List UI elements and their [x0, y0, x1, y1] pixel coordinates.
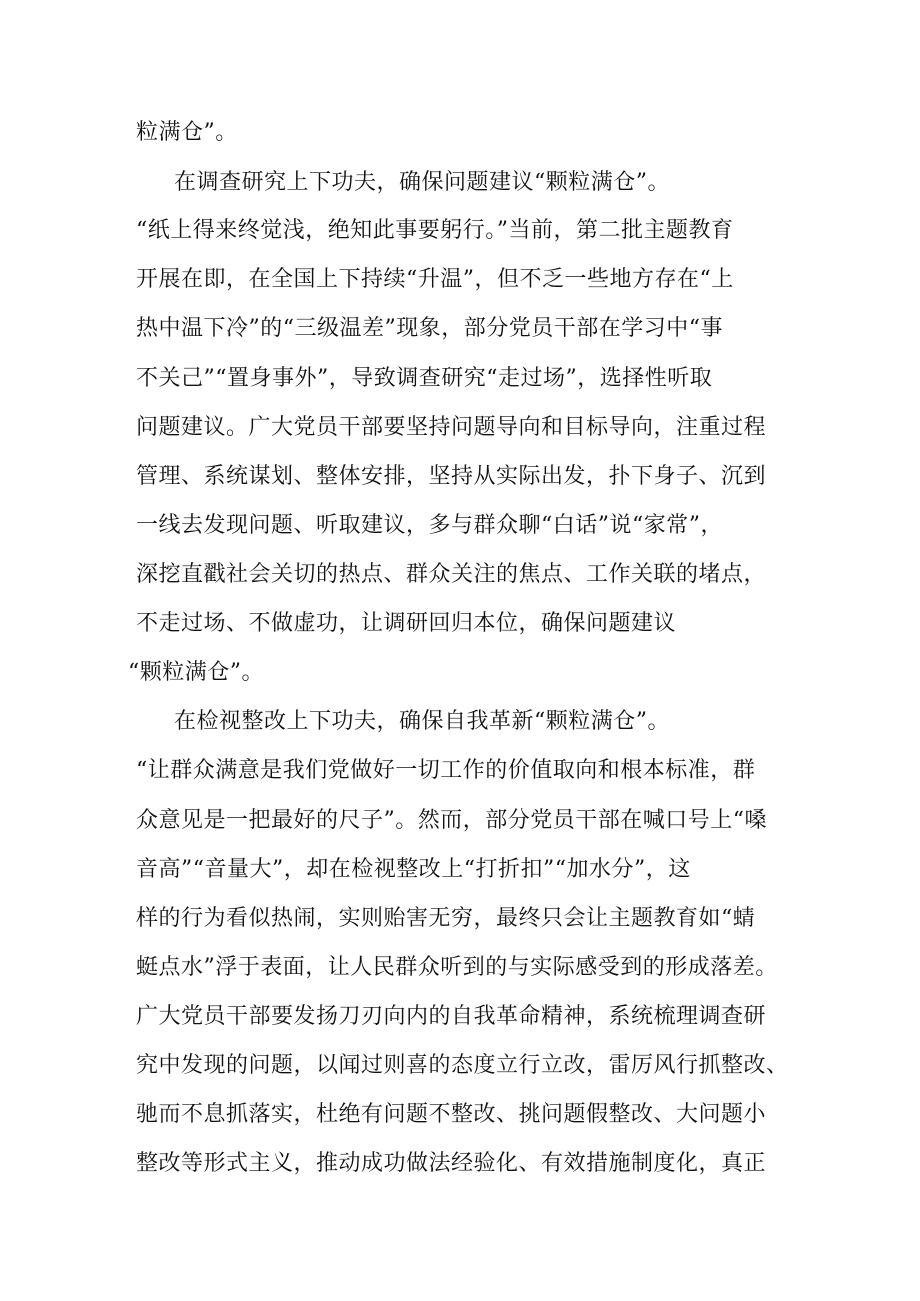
text-line: 深挖直戳社会关切的热点、群众关注的焦点、工作关联的堵点， — [136, 562, 767, 587]
text-line: 不关己”“置身事外”，导致调查研究“走过场”，选择性听取 — [136, 366, 713, 391]
text-line: 整改等形式主义，推动成功做法经验化、有效措施制度化，真正 — [136, 1151, 767, 1176]
text-line: 问题建议。广大党员干部要坚持问题导向和目标导向，注重过程 — [136, 415, 767, 440]
text-line: “颗粒满仓”。 — [128, 660, 264, 685]
text-line: 热中温下冷”的“三级温差”现象，部分党员干部在学习中“事 — [136, 316, 723, 341]
text-line: 蜓点水”浮于表面，让人民群众听到的与实际感受到的形成落差。 — [136, 955, 778, 980]
text-line: “让群众满意是我们党做好一切工作的价值取向和根本标准，群 — [136, 758, 756, 783]
text-line: 究中发现的问题，以闻过则喜的态度立行立改，雷厉风行抓整改、 — [136, 1053, 789, 1078]
text-line: “纸上得来终觉浅，绝知此事要躬行。”当前，第二批主题教育 — [136, 218, 734, 243]
text-line: 众意见是一把最好的尺子”。然而，部分党员干部在喊口号上“嗓 — [136, 808, 767, 833]
text-line: 粒满仓”。 — [136, 120, 238, 145]
text-line: 广大党员干部要发扬刀刃向内的自我革命精神，系统梳理调查研 — [136, 1004, 767, 1029]
text-line: 管理、系统谋划、整体安排，坚持从实际出发，扑下身子、沉到 — [136, 464, 767, 489]
text-line: 一线去发现问题、听取建议，多与群众聊“白话”说“家常”， — [136, 513, 723, 538]
text-line: 音高”“音量大”，却在检视整改上“打折扣”“加水分”，这 — [136, 857, 691, 882]
text-line: 不走过场、不做虚功，让调研回归本位，确保问题建议 — [136, 611, 677, 636]
text-line: 开展在即，在全国上下持续“升温”，但不乏一些地方存在“上 — [136, 267, 734, 292]
section-heading: 在调查研究上下功夫，确保问题建议“颗粒满仓”。 — [174, 170, 670, 195]
section-heading: 在检视整改上下功夫，确保自我革新“颗粒满仓”。 — [174, 709, 670, 734]
text-line: 样的行为看似热闹，实则贻害无穷，最终只会让主题教育如“蜻 — [136, 906, 756, 931]
text-line: 驰而不息抓落实，杜绝有问题不整改、挑问题假整改、大问题小 — [136, 1102, 767, 1127]
